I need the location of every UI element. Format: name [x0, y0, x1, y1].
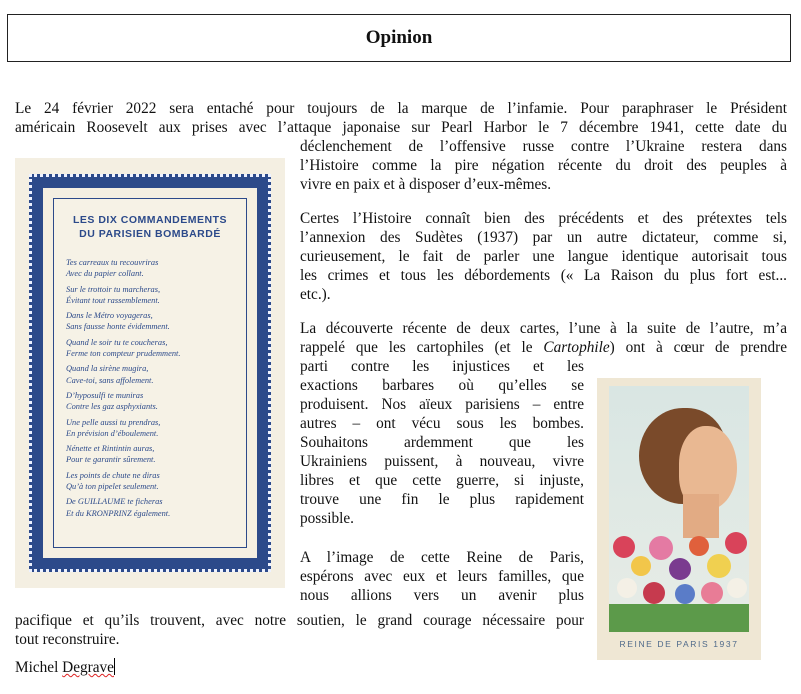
postcard-caption: REINE DE PARIS 1937: [619, 639, 739, 649]
flower: [707, 554, 731, 578]
card-commandment-line: Évitant tout rassemblement.: [66, 295, 160, 305]
text-line: Le 24 février 2022 sera entaché pour toujours de la marque de l’infamie. Pour paraphraser le Président: [15, 100, 787, 117]
text-line: pacifique et qu’ils trouvent, avec notre soutien, le grand courage nécessaire pour: [15, 612, 584, 629]
card-commandment-line: Sur le trottoir tu marcheras,: [66, 284, 161, 294]
text-line: etc.).: [300, 286, 331, 303]
text-line: déclenchement de l’offensive russe contre l’Ukraine restera dans: [300, 138, 787, 155]
text-line: nous allions vers un avenir plus: [300, 587, 584, 604]
text-line: produisent. Nos aïeux parisiens – entre: [300, 396, 584, 413]
card-title: [54, 213, 246, 241]
text-cursor: [114, 658, 115, 675]
card-commandment-line: En prévision d’éboulement.: [66, 428, 159, 438]
text-line: A l’image de cette Reine de Paris,: [300, 549, 584, 566]
paragraph-1-narrow: [300, 137, 787, 194]
text-line: exactions barbares où qu’elles se: [300, 377, 584, 394]
text-line: curieusement, le fait de parler une langue identique autorisait tous: [300, 248, 787, 265]
postcard-dix-commandements: [15, 158, 285, 588]
flower: [649, 536, 673, 560]
text-line: trouve une fin le plus rapidement: [300, 491, 584, 508]
paragraph-1-wide: [15, 99, 787, 137]
card-commandment-line: Quand le soir tu te coucheras,: [66, 337, 168, 347]
card-commandment-line: Quand la sirène mugira,: [66, 364, 149, 374]
text-line: vivre en paix et à disposer d’eux-mêmes.: [300, 176, 552, 193]
woman-neck: [683, 494, 719, 538]
paragraph-3-narrow: [300, 357, 584, 528]
text-line: l’Histoire comme la pire négation récente du droit des peuples à: [300, 157, 787, 174]
text-line: Ukrainiens puissent, à nouveau, vivre: [300, 453, 584, 470]
card-commandment-line: Qu’à ton pipelet seulement.: [66, 482, 159, 492]
text-line: libres et que cette guerre, si injuste,: [300, 472, 584, 489]
postcard-illustration: [609, 386, 749, 632]
text-line: La découverte récente de deux cartes, l’une à la suite de l’autre, m’a: [300, 320, 787, 337]
card-commandment-line: Une pelle aussi tu prendras,: [66, 417, 161, 427]
paragraph-4-wide: [15, 611, 584, 649]
text-line: autres – ont vécu sous les bombes.: [300, 415, 584, 432]
text-line: Souhaitons ardemment que les: [300, 434, 584, 451]
flower: [675, 584, 695, 604]
card-commandment-line: Sans fausse honte évidemment.: [66, 322, 170, 332]
signature: [15, 658, 115, 677]
flower: [669, 558, 691, 580]
signature-first-name: Michel: [15, 659, 63, 676]
paragraph-2: [300, 209, 787, 304]
card-inner-panel: [53, 198, 247, 548]
flower: [613, 536, 635, 558]
card-title-line: DU PARISIEN BOMBARDÉ: [79, 228, 221, 240]
flower: [617, 578, 637, 598]
text-line: tout reconstruire.: [15, 631, 120, 648]
card-commandment-line: Avec du papier collant.: [66, 269, 144, 279]
card-commandments-list: [66, 257, 238, 523]
text-line: espérons avec eux et leurs familles, que: [300, 568, 584, 585]
text-line: Certes l’Histoire connaît bien des précédents et des prétextes tels: [300, 210, 787, 227]
text-line: possible.: [300, 510, 354, 527]
text-line: l’annexion des Sudètes (1937) par un autre dictateur, comme si,: [300, 229, 787, 246]
signature-last-name: Degrave: [62, 659, 114, 676]
card-commandment-line: Tes carreaux tu recouvriras: [66, 258, 159, 267]
paragraph-3-wide: [300, 319, 787, 357]
card-commandment-line: Nénette et Rintintin auras,: [66, 444, 155, 454]
postcard-reine-de-paris: [597, 378, 761, 660]
card-commandment-line: Les points de chute ne diras: [66, 470, 160, 480]
postcard-grass: [609, 604, 749, 632]
card-commandment-line: Et du KRONPRINZ également.: [66, 508, 171, 518]
flower: [689, 536, 709, 556]
magazine-name: Cartophile: [543, 339, 610, 356]
card-commandment-line: Dans le Métro voyageras,: [66, 311, 153, 321]
flower: [701, 582, 723, 604]
text-run: rappelé que les cartophiles (et le: [300, 339, 544, 356]
card-commandment-line: Contre les gaz asphyxiants.: [66, 402, 158, 412]
flower: [727, 578, 747, 598]
card-commandment-line: Pour te garantir sûrement.: [66, 455, 156, 465]
card-commandment-line: D’hyposulfi te muniras: [66, 390, 144, 400]
text-line: les crimes et tous les débordements (« La Raison du plus fort est...: [300, 267, 787, 284]
text-line: américain Roosevelt aux prises avec l’attaque japonaise sur Pearl Harbor le 7 décembre 1941, cette date du: [15, 119, 787, 136]
flower: [643, 582, 665, 604]
card-commandment-line: De GUILLAUME te ficheras: [66, 497, 163, 507]
card-title-line: LES DIX COMMANDEMENTS: [72, 214, 227, 226]
card-commandment-line: Cave-toi, sans affolement.: [66, 375, 154, 385]
text-line-with-italic: [300, 338, 787, 357]
flower: [725, 532, 747, 554]
opinion-title-box: [7, 14, 791, 62]
text-run: ) ont à cœur de prendre: [609, 339, 787, 356]
card-commandment-line: Ferme ton compteur prudemment.: [66, 349, 181, 359]
card-decorative-border: [29, 174, 271, 572]
page-title: Opinion: [365, 27, 433, 48]
paragraph-4-narrow: [300, 548, 584, 605]
text-line: parti contre les injustices et les: [300, 358, 584, 375]
flower: [631, 556, 651, 576]
